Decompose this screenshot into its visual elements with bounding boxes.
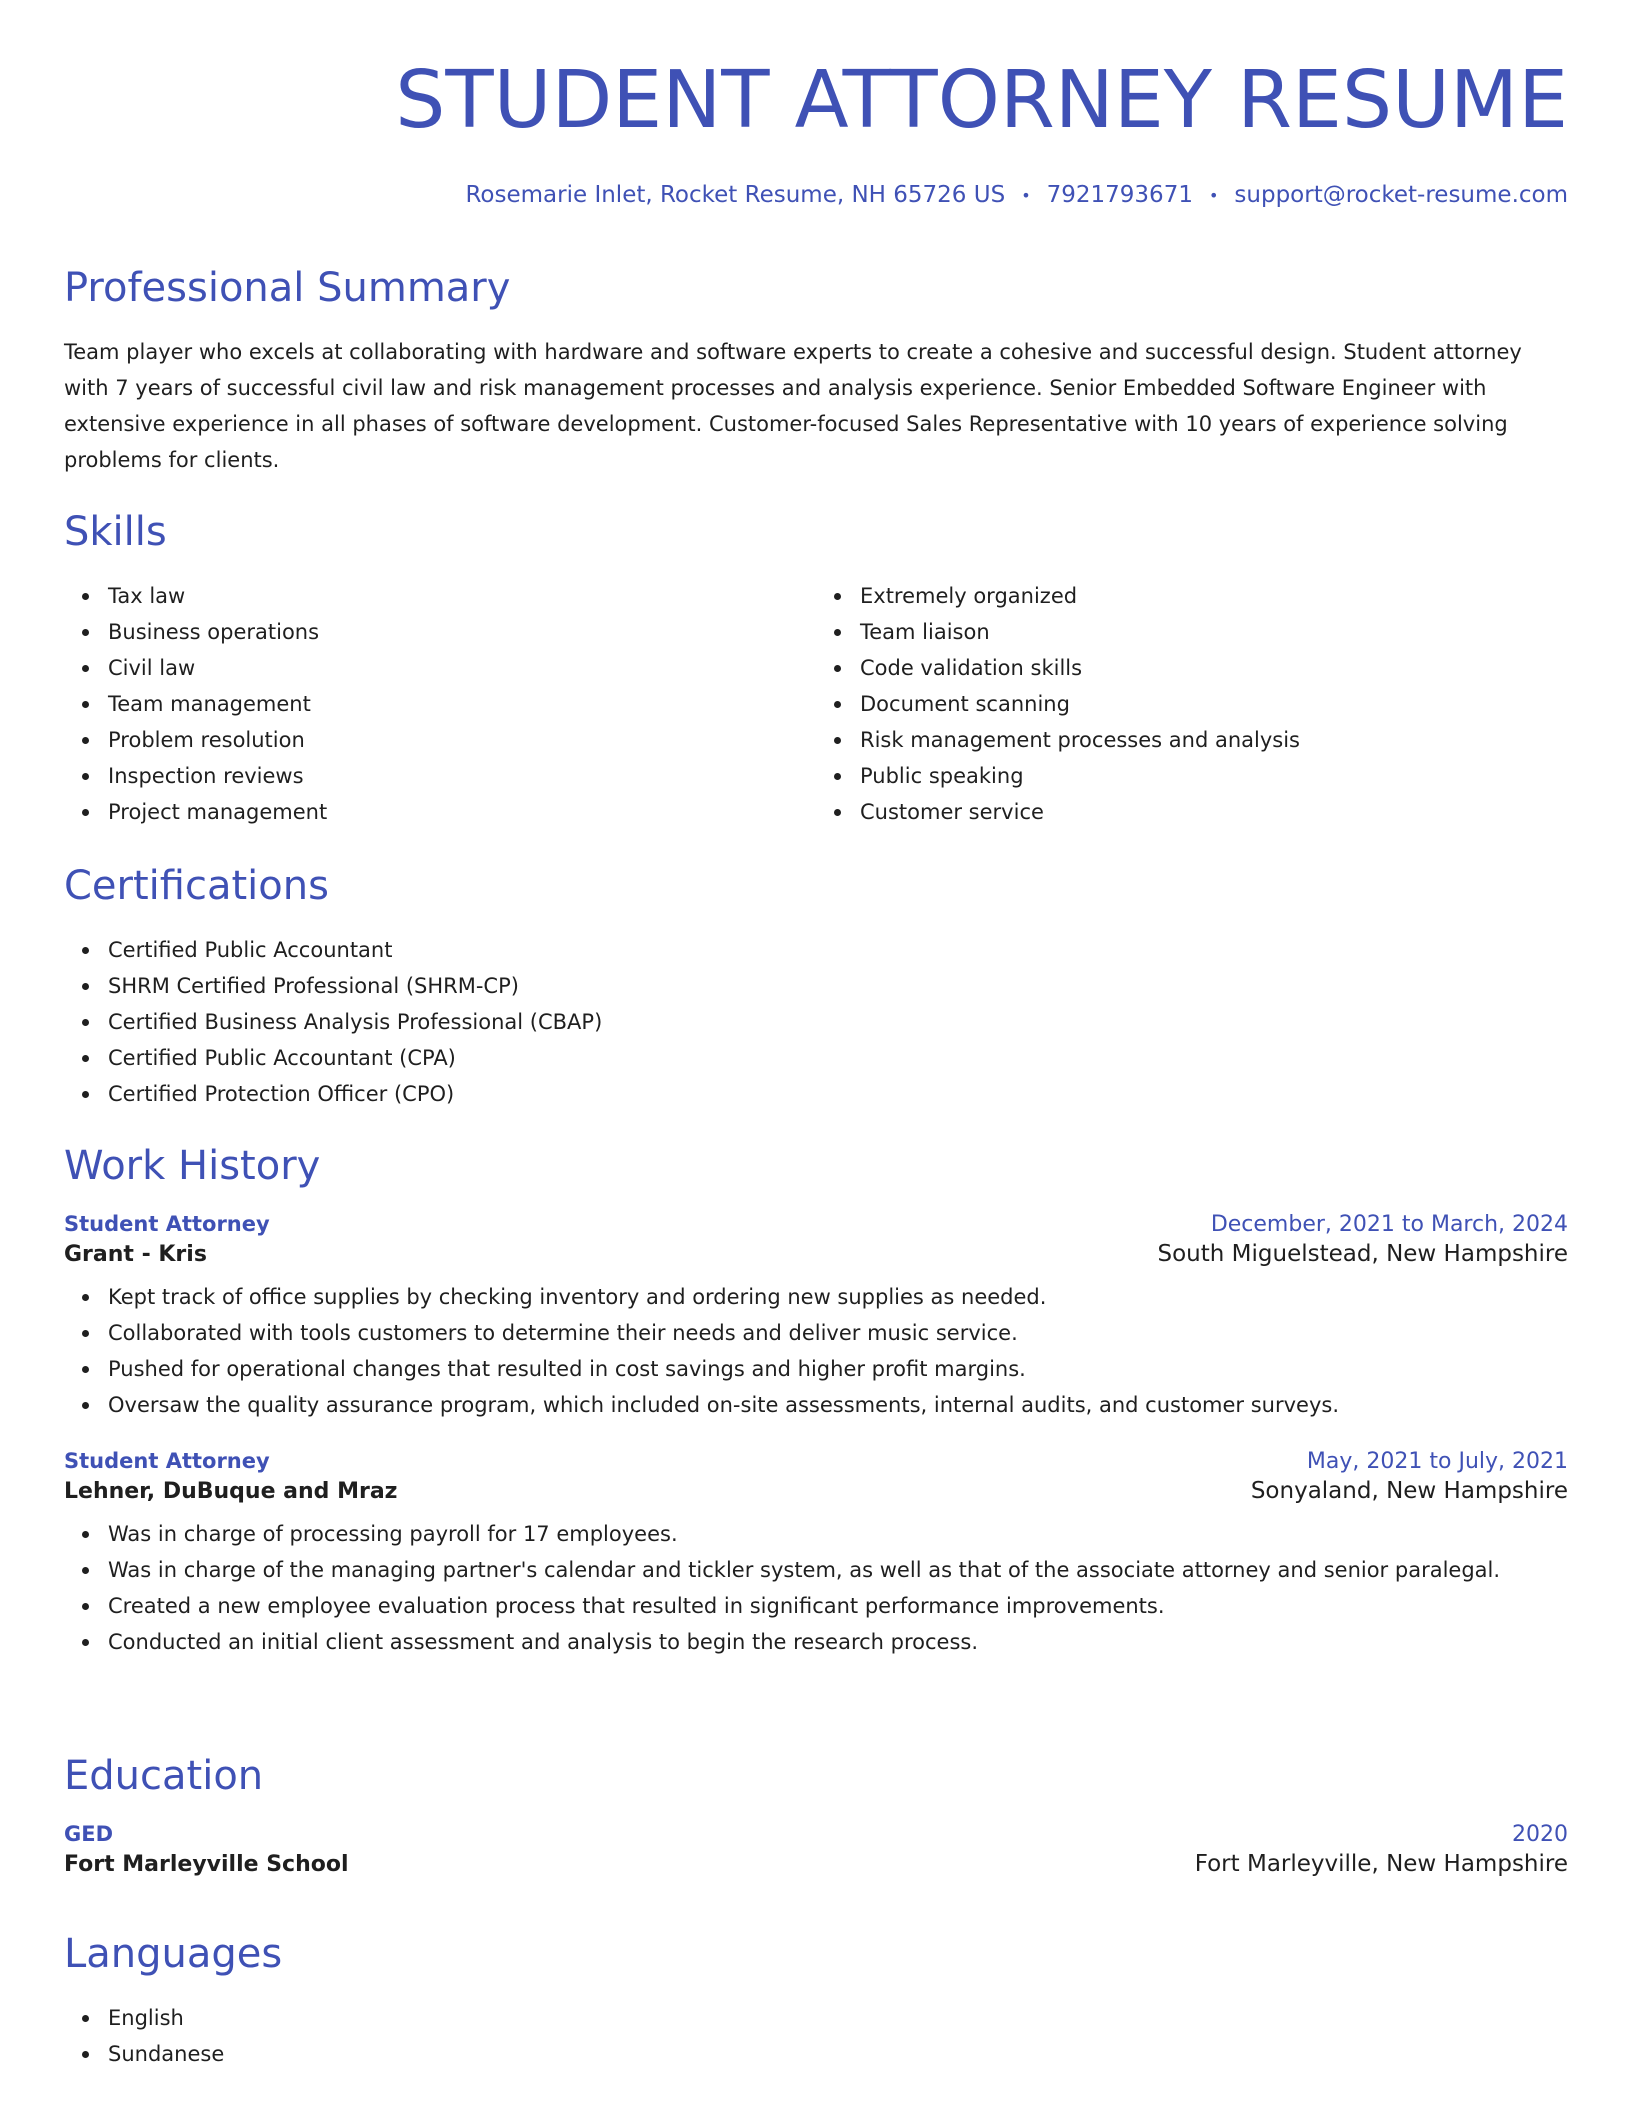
- skill-item: Civil law: [108, 650, 816, 686]
- summary-heading: Professional Summary: [64, 265, 511, 311]
- job-subheader: [64, 1241, 1568, 1267]
- education-subheader: [64, 1851, 1568, 1877]
- skill-item: Team liaison: [860, 614, 1568, 650]
- job-bullet: Was in charge of processing payroll for 17 employees.: [108, 1516, 1568, 1552]
- skills-columns: [64, 578, 1568, 830]
- job-bullet: Kept track of office supplies by checking inventory and ordering new supplies as needed.: [108, 1279, 1568, 1315]
- skill-item: Tax law: [108, 578, 816, 614]
- education-year: 2020: [1512, 1822, 1568, 1847]
- certifications-heading: Certifications: [64, 863, 329, 909]
- job-bullets: [64, 1516, 1568, 1660]
- resume-title: STUDENT ATTORNEY RESUME: [395, 54, 1568, 146]
- job-bullet: Created a new employee evaluation process that resulted in significant performance improvements.: [108, 1588, 1568, 1624]
- education-school: Fort Marleyville School: [64, 1852, 349, 1877]
- language-item: English: [108, 2000, 1568, 2036]
- contact-email: support@rocket-resume.com: [1234, 182, 1568, 208]
- job-title: Student Attorney: [64, 1212, 270, 1236]
- education-header: [64, 1822, 1568, 1847]
- job-bullet: Oversaw the quality assurance program, which included on-site assessments, internal audits, and customer surveys.: [108, 1387, 1568, 1423]
- job-location: Sonyaland, New Hampshire: [1250, 1478, 1568, 1504]
- certification-item: Certified Public Accountant (CPA): [108, 1040, 1568, 1076]
- job-company: Grant - Kris: [64, 1242, 207, 1267]
- certification-item: Certified Protection Officer (CPO): [108, 1076, 1568, 1112]
- contact-separator: •: [1208, 185, 1219, 205]
- summary-section: [64, 264, 1568, 478]
- skill-item: Public speaking: [860, 758, 1568, 794]
- education-heading: Education: [64, 1753, 264, 1799]
- skill-item: Team management: [108, 686, 816, 722]
- skill-item: Document scanning: [860, 686, 1568, 722]
- summary-text: Team player who excels at collaborating with hardware and software experts to create a cohesive and successful design. Student attorney with 7 years of successful civil law and risk management processes and analysis experience. Senior Embedded Software Engineer with extensive experience in all phases of software development. Customer-focused Sales Representative with 10 years of experience solving problems for clients.: [64, 340, 1522, 472]
- job-dates: May, 2021 to July, 2021: [1306, 1449, 1568, 1474]
- languages-list: [64, 2000, 1568, 2072]
- skills-list-left: [64, 578, 816, 830]
- certifications-section: [64, 862, 1568, 1112]
- job-header: [64, 1212, 1568, 1237]
- skill-item: Risk management processes and analysis: [860, 722, 1568, 758]
- contact-line: [465, 182, 1568, 208]
- contact-address: Rosemarie Inlet, Rocket Resume, NH 65726 US: [465, 182, 1006, 208]
- certification-item: SHRM Certified Professional (SHRM-CP): [108, 968, 1568, 1004]
- education-location: Fort Marleyville, New Hampshire: [1194, 1851, 1568, 1877]
- job-bullet: Was in charge of the managing partner's calendar and tickler system, as well as that of the associate attorney and senior paralegal.: [108, 1552, 1568, 1588]
- education-section: [64, 1752, 1568, 1877]
- job-bullets: [64, 1279, 1568, 1423]
- job-location: South Miguelstead, New Hampshire: [1157, 1241, 1568, 1267]
- contact-separator: •: [1021, 185, 1031, 205]
- job-header: [64, 1449, 1568, 1474]
- skill-item: Project management: [108, 794, 816, 830]
- languages-heading: Languages: [64, 1931, 283, 1977]
- skills-list-right: [816, 578, 1568, 830]
- skill-item: Inspection reviews: [108, 758, 816, 794]
- job-title: Student Attorney: [64, 1449, 270, 1473]
- skill-item: Code validation skills: [860, 650, 1568, 686]
- job-bullet: Conducted an initial client assessment and analysis to begin the research process.: [108, 1624, 1568, 1660]
- certifications-list: [64, 932, 1568, 1112]
- skill-item: Business operations: [108, 614, 816, 650]
- education-degree: GED: [64, 1822, 114, 1846]
- job-company: Lehner, DuBuque and Mraz: [64, 1479, 398, 1504]
- job-entry: [64, 1449, 1568, 1660]
- skills-section: [64, 508, 1568, 830]
- certification-item: Certified Public Accountant: [108, 932, 1568, 968]
- work-history-heading: Work History: [64, 1143, 321, 1189]
- job-dates: December, 2021 to March, 2024: [1210, 1212, 1568, 1237]
- certification-item: Certified Business Analysis Professional (CBAP): [108, 1004, 1568, 1040]
- job-bullet: Collaborated with tools customers to determine their needs and deliver music service.: [108, 1315, 1568, 1351]
- contact-phone: 7921793671: [1046, 182, 1193, 208]
- work-history-section: [64, 1142, 1568, 1660]
- skills-heading: Skills: [64, 509, 167, 555]
- skill-item: Problem resolution: [108, 722, 816, 758]
- job-bullet: Pushed for operational changes that resulted in cost savings and higher profit margins.: [108, 1351, 1568, 1387]
- language-item: Sundanese: [108, 2036, 1568, 2072]
- skill-item: Customer service: [860, 794, 1568, 830]
- job-entry: [64, 1212, 1568, 1423]
- languages-section: [64, 1930, 1568, 2072]
- skill-item: Extremely organized: [860, 578, 1568, 614]
- job-subheader: [64, 1478, 1568, 1504]
